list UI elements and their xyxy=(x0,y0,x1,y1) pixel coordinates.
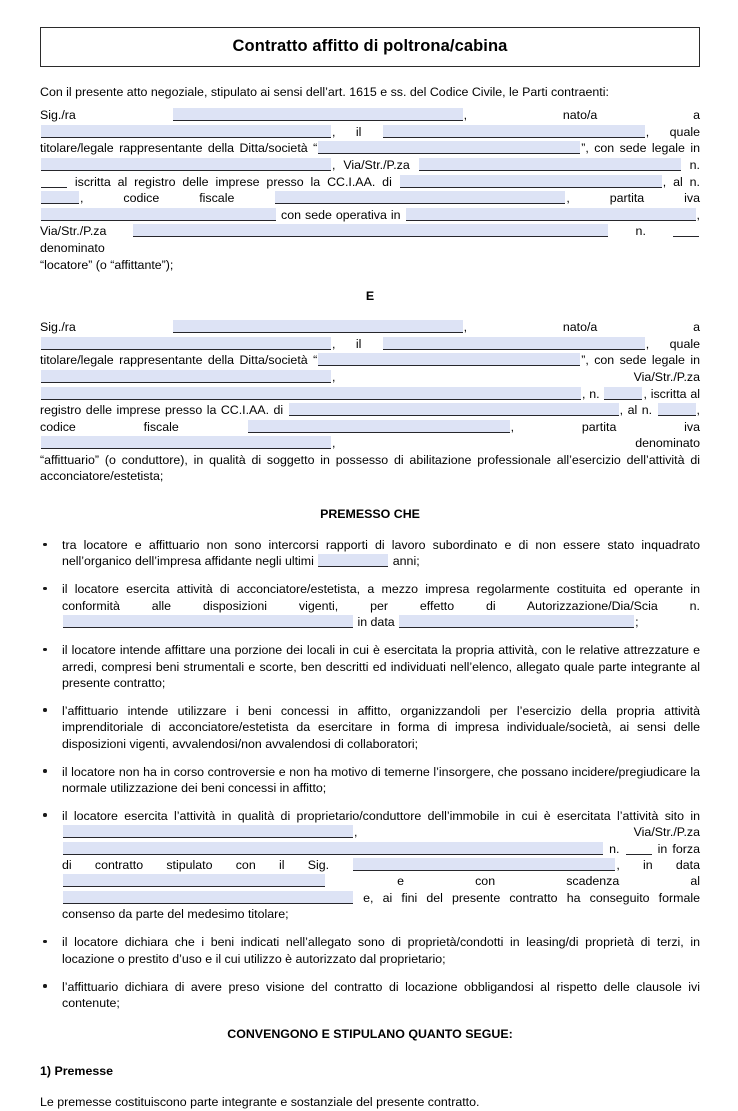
affittuario-label-sede-legale: ”, con sede legale in xyxy=(581,353,700,368)
bullet-utilizzo-beni xyxy=(40,703,700,752)
affittuario-label-al-n: , al n. xyxy=(619,403,653,418)
premesse-bullet-list xyxy=(40,537,700,1011)
locatore-civico-operativo-field[interactable] xyxy=(673,224,699,237)
locatore-sede-operativa-field[interactable] xyxy=(406,208,696,221)
bullet-controversie xyxy=(40,764,700,797)
locatore-label-cf: , codice fiscale xyxy=(80,191,235,206)
affittuario-civico-field[interactable] xyxy=(604,387,642,400)
affittuario-label-affittuario: “affittuario” (o conduttore), in qualità di soggetto in possesso di abilitazione professionale all’esercizio dell’attività di acconciatore/estetista; xyxy=(40,452,700,484)
affittuario-label-cf: , codice fiscale xyxy=(40,403,700,434)
affittuario-label-n: , n. xyxy=(582,386,600,401)
bullet-proprietario-scadenza: e con scadenza al xyxy=(397,874,700,889)
bullet-autorizzazione-indata: in data xyxy=(357,615,395,630)
contratto-scadenza-field[interactable] xyxy=(63,891,353,904)
locatore-label-registro: iscritta al registro delle imprese presso la CC.I.AA. di xyxy=(74,174,392,189)
affittuario-sede-legale-field[interactable] xyxy=(41,370,331,383)
locatore-label-piva: , partita iva xyxy=(566,191,701,206)
bullet-controversie-text: il locatore non ha in corso controversie e non ha motivo di temerne l’insorgere, che possano incidere/pregiudicare la normale utilizzazione dei beni concessi in affitto; xyxy=(62,764,700,795)
contratto-sig-field[interactable] xyxy=(353,858,615,871)
locatore-civico-field[interactable] xyxy=(41,175,67,188)
locatore-label-denominato: denominato xyxy=(40,240,105,255)
bullet-autorizzazione-tail: ; xyxy=(635,615,639,630)
bullet-proprietario-comma: , xyxy=(354,825,358,840)
document-title-box xyxy=(40,27,700,67)
locatore-partita-iva-field[interactable] xyxy=(41,208,276,221)
locatore-via-operativa-field[interactable] xyxy=(133,224,608,237)
affittuario-codice-fiscale-field[interactable] xyxy=(248,420,510,433)
immobile-via-field[interactable] xyxy=(63,842,603,855)
autorizzazione-numero-field[interactable] xyxy=(63,615,353,628)
bullet-beni-proprieta-text: il locatore dichiara che i beni indicati nell’allegato sono di proprietà/condotti in leasing/di proprietà di terzi, in locazione o prestito d’uso e il cui utilizzo è autorizzato dal proprietario; xyxy=(62,935,700,966)
locatore-via-field[interactable] xyxy=(419,158,681,171)
bullet-utilizzo-beni-text: l’affittuario intende utilizzare i beni concessi in affitto, organizzandoli per l’esercizio della propria attività imprenditoriale di acconciatore/estetista da esercitare in forma di impresa individuale/società, ai sensi delle disposizioni vigenti, avvalendosi/non avvalendosi di collaboratori; xyxy=(62,703,700,751)
premesso-che-heading: PREMESSO CHE xyxy=(320,507,420,522)
lead-paragraph: Con il presente atto negoziale, stipulato ai sensi dell’art. 1615 e ss. del Codice Civile, le Parti contraenti: xyxy=(40,85,609,99)
bullet-dot-icon xyxy=(43,940,47,944)
bullet-porzione-locali xyxy=(40,642,700,691)
locatore-luogo-nascita-field[interactable] xyxy=(41,125,331,138)
article-1-body: Le premesse costituiscono parte integrante e sostanziale del presente contratto. xyxy=(40,1095,480,1110)
locatore-ditta-field[interactable] xyxy=(318,141,580,154)
bullet-dot-icon xyxy=(43,648,47,652)
bullet-proprietario-tail: e, ai fini del presente contratto ha conseguito formale consenso da parte del medesimo titolare; xyxy=(62,890,700,922)
affittuario-label-il: , il xyxy=(332,336,362,351)
bullet-proprietario-forza: in forza di contratto stipulato con il Sig. xyxy=(62,841,700,873)
bullet-rapporti-lavoro-tail: anni; xyxy=(392,554,420,569)
immobile-civico-field[interactable] xyxy=(626,842,652,855)
anni-field[interactable] xyxy=(318,554,388,567)
locatore-numero-registro-field[interactable] xyxy=(41,191,79,204)
affittuario-ditta-field[interactable] xyxy=(318,353,580,366)
affittuario-data-nascita-field[interactable] xyxy=(383,337,645,350)
autorizzazione-data-field[interactable] xyxy=(399,615,634,628)
bullet-rapporti-lavoro xyxy=(40,537,700,570)
parties-divider-e: E xyxy=(365,289,375,304)
locatore-label-sede-legale: ”, con sede legale in xyxy=(581,141,700,156)
locatore-label-via2: Via/Str./P.za xyxy=(40,224,107,239)
affittuario-numero-registro-field[interactable] xyxy=(658,403,696,416)
affittuario-label-piva: , partita iva xyxy=(510,419,701,434)
bullet-dot-icon xyxy=(43,813,47,817)
bullet-dot-icon xyxy=(43,543,47,547)
locatore-label-n2: n. xyxy=(635,224,646,239)
bullet-dot-icon xyxy=(43,587,47,591)
locatore-label-comma: , xyxy=(696,207,700,222)
bullet-proprietario-text: il locatore esercita l’attività in qualità di proprietario/conduttore dell’immobile in cui è esercitata l’attività sito in xyxy=(62,808,700,823)
locatore-label-n: n. xyxy=(689,157,700,172)
affittuario-luogo-nascita-field[interactable] xyxy=(41,337,331,350)
locatore-label-sede-operativa: con sede operativa in xyxy=(281,207,401,222)
bullet-rapporti-lavoro-text: tra locatore e affittuario non sono intercorsi rapporti di lavoro subordinato e di non essere stato inquadrato nell’organico dell’impresa affidante negli ultimi xyxy=(62,538,700,569)
locatore-label-quote-open: “ xyxy=(313,141,318,156)
affittuario-nome-field[interactable] xyxy=(173,320,463,333)
party-affittuario-block xyxy=(40,319,700,485)
locatore-codice-fiscale-field[interactable] xyxy=(275,191,565,204)
bullet-autorizzazione-text: il locatore esercita attività di acconciatore/estetista, a mezzo impresa regolarmente costituita ed operante in conformità alle disposizioni vigenti, per effetto di Autorizzazione/Dia/Scia n. xyxy=(62,582,700,613)
bullet-dot-icon xyxy=(43,708,47,712)
affittuario-label-registro: , iscritta al registro delle imprese presso la CC.I.AA. di xyxy=(40,386,700,418)
affittuario-label-sigra: Sig./ra xyxy=(40,320,76,335)
affittuario-label-via: Via/Str./P.za xyxy=(633,369,700,384)
bullet-proprietario-indata: , in data xyxy=(616,858,700,873)
bullet-porzione-locali-text: il locatore intende affittare una porzione dei locali in cui è esercitata la propria attività, con le relative attrezzature e arredi, compresi beni strumentali e scorte, ben descritti ed individuati nell’elenco, allegato quale parte integrante al presente contratto; xyxy=(62,643,700,690)
bullet-beni-proprieta xyxy=(40,934,700,967)
contratto-data-field[interactable] xyxy=(63,874,325,887)
affittuario-label-quale: , quale titolare/legale rappresentante della Ditta/società xyxy=(40,336,700,368)
page-title: Contratto affitto di poltrona/cabina xyxy=(232,37,508,55)
affittuario-label-quote-open: “ xyxy=(313,353,318,368)
convengono-heading: CONVENGONO E STIPULANO QUANTO SEGUE: xyxy=(227,1027,513,1042)
bullet-proprietario-n: n. xyxy=(609,841,620,856)
bullet-presa-visione xyxy=(40,979,700,1012)
locatore-label-sigra: Sig./ra xyxy=(40,108,76,123)
affittuario-partita-iva-field[interactable] xyxy=(41,436,331,449)
affittuario-ciaa-field[interactable] xyxy=(289,403,619,416)
locatore-ciaa-field[interactable] xyxy=(400,175,662,188)
locatore-data-nascita-field[interactable] xyxy=(383,125,645,138)
article-1-heading: 1) Premesse xyxy=(40,1064,114,1079)
locatore-label-via: , Via/Str./P.za xyxy=(332,157,410,172)
affittuario-label-denominato: , denominato xyxy=(332,436,700,451)
bullet-proprietario-via: Via/Str./P.za xyxy=(633,825,700,840)
bullet-autorizzazione xyxy=(40,581,700,630)
bullet-proprietario-conduttore xyxy=(40,808,700,923)
bullet-dot-icon xyxy=(43,769,47,773)
bullet-presa-visione-text: l’affittuario dichiara di avere preso visione del contratto di locazione obbligandosi al rispetto delle clausole ivi contenute; xyxy=(62,979,700,1010)
affittuario-label-comma: , xyxy=(332,369,336,384)
locatore-label-quale: , quale titolare/legale rappresentante della Ditta/società xyxy=(40,124,700,156)
affittuario-via-field[interactable] xyxy=(41,387,581,400)
locatore-nome-field[interactable] xyxy=(173,108,463,121)
locatore-label-il: , il xyxy=(332,124,362,139)
bullet-dot-icon xyxy=(43,984,47,988)
locatore-label-locatore: “locatore” (o “affittante”); xyxy=(40,257,174,272)
party-locatore-block xyxy=(40,107,700,273)
locatore-label-natoa: , nato/a a xyxy=(463,108,700,123)
affittuario-label-natoa: , nato/a a xyxy=(463,320,700,335)
immobile-citta-field[interactable] xyxy=(63,825,353,838)
locatore-sede-legale-field[interactable] xyxy=(41,158,331,171)
locatore-label-al-n: , al n. xyxy=(662,174,700,189)
